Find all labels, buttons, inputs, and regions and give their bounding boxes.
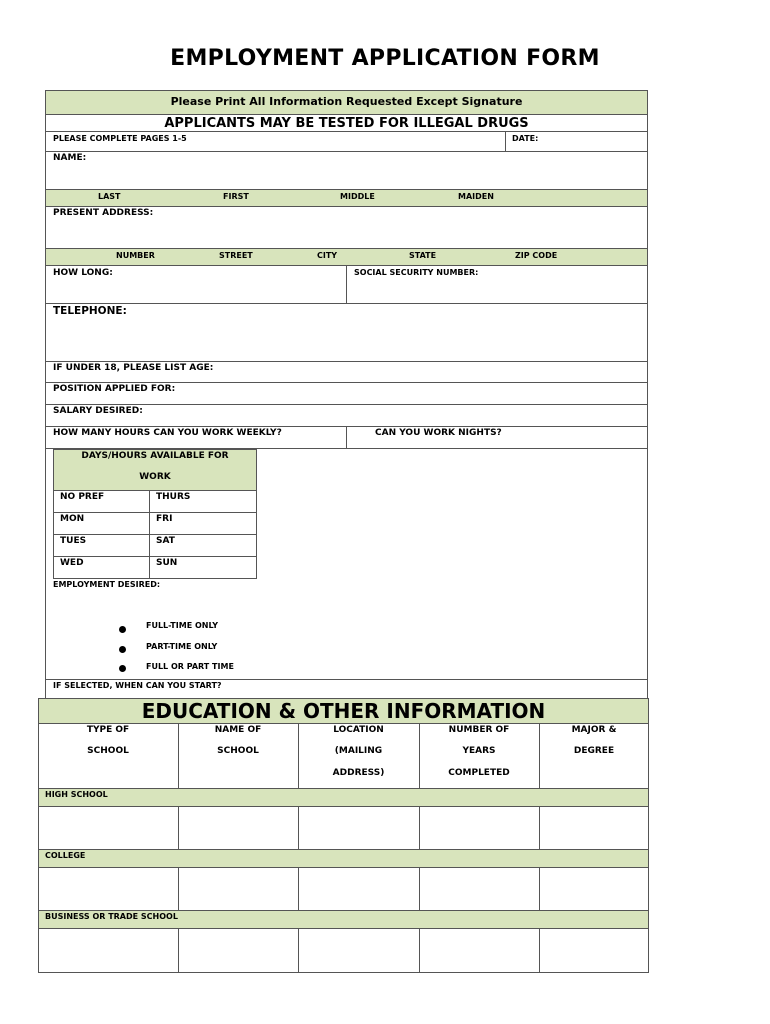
bullet-icon[interactable] <box>119 626 126 633</box>
column-header-location: LOCATION <box>333 725 384 735</box>
day-label: FRI <box>156 514 173 524</box>
employment-desired-label: EMPLOYMENT DESIRED: <box>53 580 161 589</box>
date-field[interactable] <box>550 133 645 150</box>
print-notice: Please Print All Information Requested Except Signature <box>170 95 523 108</box>
education-title: EDUCATION & OTHER INFORMATION <box>141 699 546 723</box>
college-cell[interactable] <box>298 867 420 911</box>
pages-instruction: PLEASE COMPLETE PAGES 1-5 <box>53 134 187 143</box>
option-either[interactable]: FULL OR PART TIME <box>146 662 234 671</box>
column-header-name: NAME OF <box>214 725 262 735</box>
availability-header-line2: WORK <box>139 472 171 482</box>
trade-school-cell[interactable] <box>539 928 649 973</box>
address-part-state: STATE <box>409 251 437 260</box>
name-part-first: FIRST <box>223 192 249 201</box>
high-school-cell[interactable] <box>178 806 299 850</box>
age-label: IF UNDER 18, PLEASE LIST AGE: <box>53 363 214 373</box>
start-label: IF SELECTED, WHEN CAN YOU START? <box>53 681 222 690</box>
bullet-icon[interactable] <box>119 665 126 672</box>
how-long-label: HOW LONG: <box>53 268 113 278</box>
day-label: SUN <box>156 558 178 568</box>
address-label: PRESENT ADDRESS: <box>53 208 154 218</box>
day-label: NO PREF <box>60 492 105 502</box>
start-field[interactable] <box>240 680 645 698</box>
ssn-label: SOCIAL SECURITY NUMBER: <box>354 268 479 277</box>
high-school-cell[interactable] <box>38 806 179 850</box>
college-cell[interactable] <box>539 867 649 911</box>
trade-school-cell[interactable] <box>298 928 420 973</box>
name-parts-row <box>45 189 648 207</box>
college-cell[interactable] <box>38 867 179 911</box>
high-school-cell[interactable] <box>419 806 540 850</box>
education-header <box>38 698 649 724</box>
drug-notice: APPLICANTS MAY BE TESTED FOR ILLEGAL DRUGS <box>164 116 529 131</box>
name-part-maiden: MAIDEN <box>458 192 494 201</box>
column-header-location: (MAILING <box>334 746 383 756</box>
column-header-name: SCHOOL <box>217 746 259 756</box>
name-label: NAME: <box>53 153 87 163</box>
section-trade-school <box>38 910 649 929</box>
nights-label: CAN YOU WORK NIGHTS? <box>375 428 502 438</box>
address-part-zip: ZIP CODE <box>515 251 558 260</box>
section-label: BUSINESS OR TRADE SCHOOL <box>45 912 178 921</box>
day-label: SAT <box>156 536 175 546</box>
day-label: WED <box>60 558 84 568</box>
option-full-time[interactable]: FULL-TIME ONLY <box>146 621 219 630</box>
option-part-time[interactable]: PART-TIME ONLY <box>146 642 218 651</box>
bullet-icon[interactable] <box>119 646 126 653</box>
column-header-location: ADDRESS) <box>332 768 385 778</box>
name-part-middle: MIDDLE <box>340 192 375 201</box>
telephone-field[interactable] <box>45 303 648 362</box>
section-label: COLLEGE <box>45 851 86 860</box>
high-school-cell[interactable] <box>539 806 649 850</box>
day-label: THURS <box>156 492 191 502</box>
college-cell[interactable] <box>419 867 540 911</box>
college-cell[interactable] <box>178 867 299 911</box>
column-header-type: TYPE OF <box>86 725 130 735</box>
name-part-last: LAST <box>98 192 121 201</box>
trade-school-cell[interactable] <box>178 928 299 973</box>
section-college <box>38 849 649 868</box>
section-label: HIGH SCHOOL <box>45 790 108 799</box>
column-header-major: MAJOR & <box>571 725 617 735</box>
column-header-years: NUMBER OF <box>448 725 510 735</box>
salary-label: SALARY DESIRED: <box>53 406 143 416</box>
day-label: MON <box>60 514 85 524</box>
column-header-major: DEGREE <box>573 746 615 756</box>
section-high-school <box>38 788 649 807</box>
availability-header <box>53 449 257 491</box>
address-parts-row <box>45 248 648 266</box>
position-label: POSITION APPLIED FOR: <box>53 384 176 394</box>
address-part-city: CITY <box>317 251 338 260</box>
hours-weekly-label: HOW MANY HOURS CAN YOU WORK WEEKLY? <box>53 428 282 438</box>
name-field[interactable] <box>45 151 648 190</box>
high-school-cell[interactable] <box>298 806 420 850</box>
print-notice-row <box>45 90 648 115</box>
trade-school-cell[interactable] <box>419 928 540 973</box>
page-title: EMPLOYMENT APPLICATION FORM <box>170 46 600 71</box>
column-header-type: SCHOOL <box>87 746 129 756</box>
availability-header-line1: DAYS/HOURS AVAILABLE FOR <box>81 451 229 461</box>
telephone-label: TELEPHONE: <box>53 305 127 317</box>
trade-school-cell[interactable] <box>38 928 179 973</box>
column-header-years: COMPLETED <box>448 768 510 778</box>
date-label: DATE: <box>512 134 539 143</box>
address-part-street: STREET <box>219 251 253 260</box>
address-part-number: NUMBER <box>116 251 155 260</box>
day-label: TUES <box>60 536 87 546</box>
drug-notice-row <box>45 114 648 132</box>
column-header-years: YEARS <box>462 746 496 756</box>
